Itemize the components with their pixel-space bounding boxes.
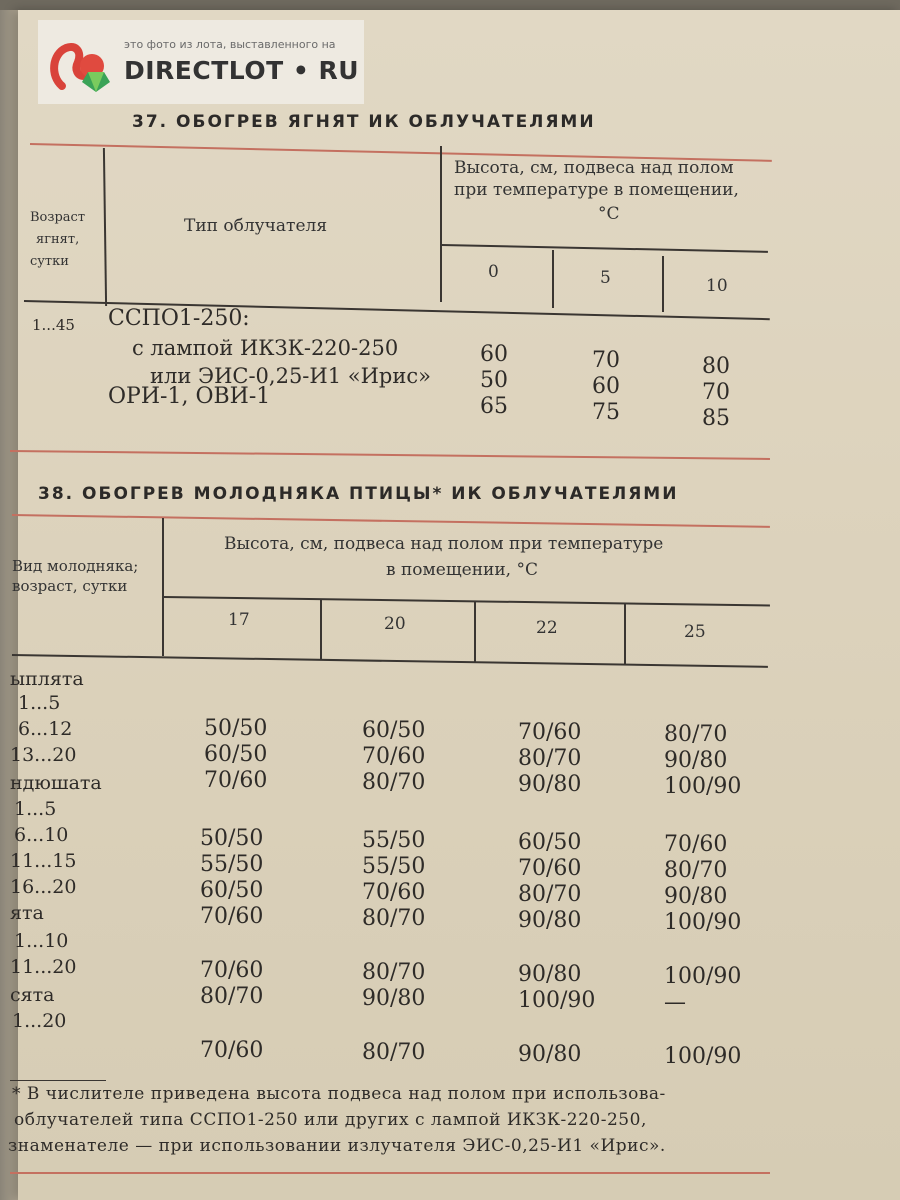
table37-temp: 0 <box>488 262 499 282</box>
table37-value: 80 <box>702 354 730 379</box>
table37-value: 65 <box>480 394 508 419</box>
table37-header-age: ягнят, <box>36 232 80 247</box>
table38-value: 80/70 <box>200 984 264 1009</box>
table38-row-label: ыплята <box>10 668 84 690</box>
table38-header-height: Высота, см, подвеса над полом при температуре <box>224 534 664 554</box>
table38-value: 80/70 <box>518 746 582 771</box>
table38-row-label: 6...12 <box>18 718 73 740</box>
table38-value: 55/50 <box>362 854 426 879</box>
table37-divider <box>552 250 554 308</box>
table38-value: 90/80 <box>518 772 582 797</box>
table38-row-label: 6...10 <box>14 824 69 846</box>
table38-row-label: 1...10 <box>14 930 69 952</box>
table37-value: 70 <box>592 348 620 373</box>
table38-value: 70/60 <box>518 856 582 881</box>
page-bottom-rule <box>10 1172 770 1174</box>
table38-value: 70/60 <box>518 720 582 745</box>
table37-value: 50 <box>480 368 508 393</box>
table38-value: 90/80 <box>664 748 728 773</box>
table37-divider <box>440 146 442 302</box>
table37-row-label: ОРИ-1, ОВИ-1 <box>108 384 271 409</box>
table38-value: 80/70 <box>362 906 426 931</box>
table37-value: 75 <box>592 400 620 425</box>
table38-value: 80/70 <box>518 882 582 907</box>
table37-header-height: при температуре в помещении, <box>454 180 739 200</box>
table38-row-label: ндюшата <box>10 772 102 794</box>
table38-value: 60/50 <box>518 830 582 855</box>
table38-value: 70/60 <box>362 744 426 769</box>
table37-header-height: Высота, см, подвеса над полом <box>454 158 734 178</box>
table38-value: 80/70 <box>362 960 426 985</box>
table38-value: 100/90 <box>664 910 742 935</box>
table37-temp: 5 <box>600 268 611 288</box>
table38-value: 70/60 <box>200 1038 264 1063</box>
table38-value: 100/90 <box>664 774 742 799</box>
footnote-rule <box>10 1080 106 1081</box>
table38-value: 55/50 <box>200 852 264 877</box>
table38-value: 90/80 <box>518 962 582 987</box>
table38-row-label: ята <box>10 902 44 924</box>
watermark-brand: DIRECTLOT • RU <box>124 56 360 85</box>
table38-row-label: 1...20 <box>12 1010 67 1032</box>
table38-value: 80/70 <box>362 1040 426 1065</box>
table38-value: 80/70 <box>664 722 728 747</box>
table38-divider <box>320 600 322 660</box>
footnote-line: * В числителе приведена высота подвеса над полом при использова- <box>12 1084 666 1104</box>
table38-value: 55/50 <box>362 828 426 853</box>
table38-row-label: сята <box>10 984 55 1006</box>
table38-value: 100/90 <box>664 1044 742 1069</box>
table37-age-value: 1...45 <box>32 316 75 334</box>
table37-value: 60 <box>480 342 508 367</box>
table38-temp: 17 <box>228 610 250 630</box>
table38-value: 100/90 <box>664 964 742 989</box>
table38-value: 90/80 <box>518 1042 582 1067</box>
table38-value: 90/80 <box>362 986 426 1011</box>
table37-header-age: сутки <box>30 254 69 269</box>
watermark-caption: это фото из лота, выставленного на <box>124 38 336 51</box>
table37-value: 60 <box>592 374 620 399</box>
table38-value: 60/50 <box>200 878 264 903</box>
table37-value: 85 <box>702 406 730 431</box>
table38-value: 70/60 <box>200 904 264 929</box>
table38-value: 80/70 <box>362 770 426 795</box>
table37-header-age: Возраст <box>30 210 86 225</box>
footnote-line: знаменателе — при использовании излучателя ЭИС-0,25-И1 «Ирис». <box>8 1136 666 1156</box>
table37-row-label: ССПО1-250: <box>108 306 250 331</box>
table38-value: 90/80 <box>664 884 728 909</box>
table38-value: 70/60 <box>664 832 728 857</box>
footnote-line: облучателей типа ССПО1-250 или других с лампой ИКЗК-220-250, <box>14 1110 647 1130</box>
table38-value: 50/50 <box>200 826 264 851</box>
table38-row-label: 11...15 <box>10 850 77 872</box>
squirrel-logo-icon <box>48 36 118 96</box>
table38-value: 100/90 <box>518 988 596 1013</box>
table38-divider <box>474 602 476 662</box>
table38-temp: 25 <box>684 622 706 642</box>
table38-value: 70/60 <box>204 768 268 793</box>
table38-row-label: 11...20 <box>10 956 77 978</box>
table38-row-label: 1...5 <box>18 692 61 714</box>
table38-value: 70/60 <box>362 880 426 905</box>
table38-value: 70/60 <box>200 958 264 983</box>
table38-value: — <box>664 990 686 1015</box>
table38-value: 90/80 <box>518 908 582 933</box>
table37-row-label: с лампой ИКЗК-220-250 <box>132 336 399 360</box>
table37-value: 70 <box>702 380 730 405</box>
table38-value: 60/50 <box>204 742 268 767</box>
table38-row-label: 16...20 <box>10 876 77 898</box>
table38-header-height: в помещении, °С <box>386 560 538 580</box>
table38-temp: 20 <box>384 614 406 634</box>
table37-divider <box>662 256 664 312</box>
table38-value: 80/70 <box>664 858 728 883</box>
table38-divider <box>624 604 626 664</box>
table38-header-species: Вид молодняка; <box>12 557 139 575</box>
table38-divider <box>162 518 164 656</box>
table38-row-label: 1...5 <box>14 798 57 820</box>
table38-temp: 22 <box>536 618 558 638</box>
table38-value: 50/50 <box>204 716 268 741</box>
table37-row-label: или ЭИС-0,25-И1 «Ирис» <box>150 364 431 388</box>
table38-row-label: 13...20 <box>10 744 77 766</box>
table37-header-type: Тип облучателя <box>184 216 328 236</box>
table37-title: 37. ОБОГРЕВ ЯГНЯТ ИК ОБЛУЧАТЕЛЯМИ <box>132 112 596 132</box>
table37-temp: 10 <box>706 276 728 296</box>
table38-title: 38. ОБОГРЕВ МОЛОДНЯКА ПТИЦЫ* ИК ОБЛУЧАТЕЛЯМИ <box>38 484 679 504</box>
table38-header-species: возраст, сутки <box>12 577 128 595</box>
table37-header-height: °С <box>598 204 620 224</box>
table38-value: 60/50 <box>362 718 426 743</box>
watermark <box>38 20 364 104</box>
